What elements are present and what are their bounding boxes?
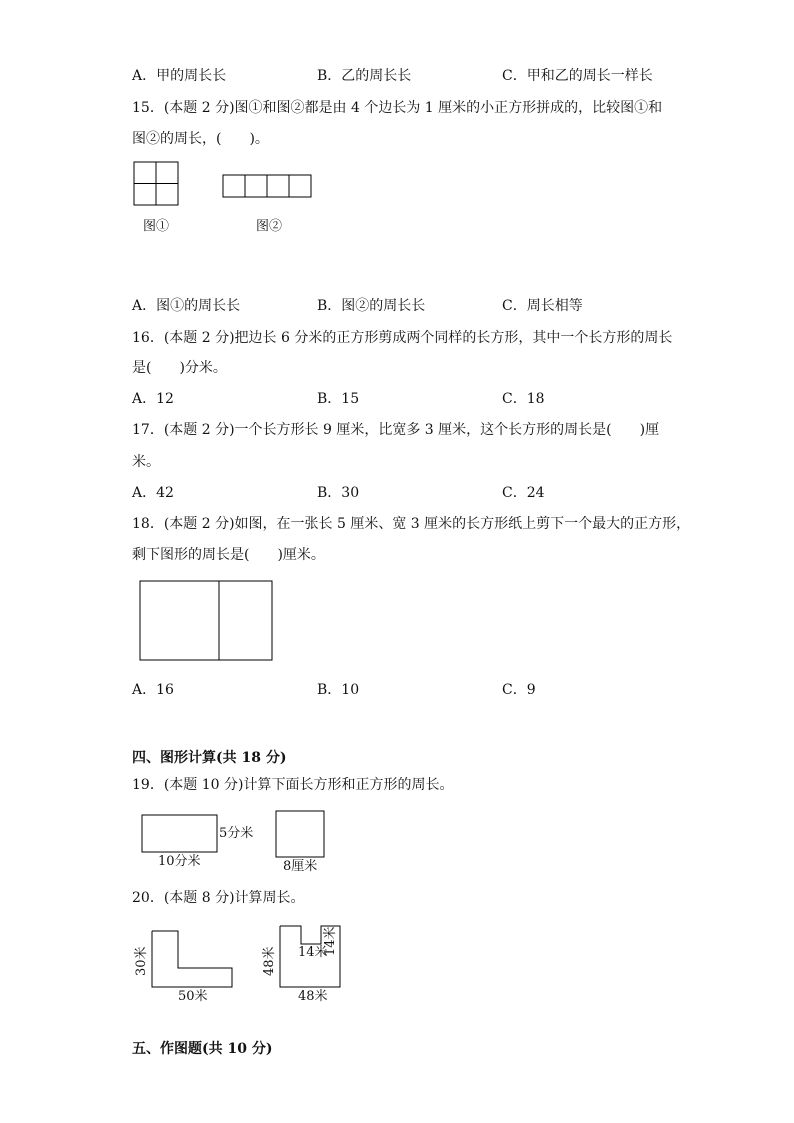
q15-option-c: C．周长相等: [502, 298, 583, 314]
q18-option-c: C．9: [502, 682, 536, 698]
q17-question-line1: 17．(本题 2 分)一个长方形长 9 厘米，比宽多 3 厘米，这个长方形的周长是( )厘: [132, 422, 660, 438]
q18-question-line2: 剩下图形的周长是( )厘米。: [132, 547, 325, 563]
q19-rectangle-width-label: 10分米: [158, 854, 201, 869]
q15-figure-1-label: 图①: [143, 219, 170, 234]
q19-question: 19．(本题 10 分)计算下面长方形和正方形的周长。: [132, 777, 454, 793]
q20-u-shape-width-label: 48米: [298, 989, 328, 1004]
q20-l-shape-width-label: 50米: [178, 989, 208, 1004]
q16-question-line2: 是( )分米。: [132, 360, 227, 376]
section-4-title: 四、图形计算(共 18 分): [132, 750, 287, 766]
q18-option-b: B．10: [317, 682, 360, 698]
section-5-title: 五、作图题(共 10 分): [132, 1041, 273, 1057]
q15-figure-1-grid: [133, 161, 181, 207]
q14-option-b: B．乙的周长长: [317, 68, 412, 84]
q16-question-line1: 16．(本题 2 分)把边长 6 分米的正方形剪成两个同样的长方形，其中一个长方形的周长: [132, 330, 673, 346]
q15-figure-2-row: [222, 174, 314, 200]
q19-rectangle: [141, 814, 219, 854]
q20-u-shape-height-label: 48米: [262, 946, 277, 976]
q14-option-a: A．甲的周长长: [132, 68, 227, 84]
q17-option-b: B．30: [317, 485, 360, 501]
q18-figure-rectangle: [139, 580, 275, 664]
q20-question: 20．(本题 8 分)计算周长。: [132, 890, 305, 906]
q15-question-line1: 15．(本题 2 分)图①和图②都是由 4 个边长为 1 厘米的小正方形拼成的，比较图①和: [132, 100, 663, 116]
q15-figure-2-label: 图②: [256, 219, 283, 234]
q20-notch-width-label: 14米: [298, 945, 328, 960]
q16-option-b: B．15: [317, 391, 360, 407]
q19-rectangle-height-label: 5分米: [219, 826, 254, 841]
q20-notch-depth-label: 14米: [323, 926, 338, 956]
q18-option-a: A．16: [132, 682, 174, 698]
q15-option-a: A．图①的周长长: [132, 298, 241, 314]
q17-option-a: A．42: [132, 485, 174, 501]
q20-l-shape: [151, 930, 235, 990]
q19-square-side-label: 8厘米: [283, 859, 318, 874]
q16-option-a: A．12: [132, 391, 174, 407]
q17-question-line2: 米。: [132, 454, 160, 470]
q18-question-line1: 18．(本题 2 分)如图，在一张长 5 厘米、宽 3 厘米的长方形纸上剪下一个最大的正方形，: [132, 516, 691, 532]
q15-option-b: B．图②的周长长: [317, 298, 426, 314]
q17-option-c: C．24: [502, 485, 545, 501]
q15-question-line2: 图②的周长，( )。: [132, 131, 269, 147]
q19-square: [275, 810, 326, 859]
q16-option-c: C．18: [502, 391, 545, 407]
q14-option-c: C．甲和乙的周长一样长: [502, 68, 653, 84]
q20-l-shape-height-label: 30米: [134, 946, 149, 976]
